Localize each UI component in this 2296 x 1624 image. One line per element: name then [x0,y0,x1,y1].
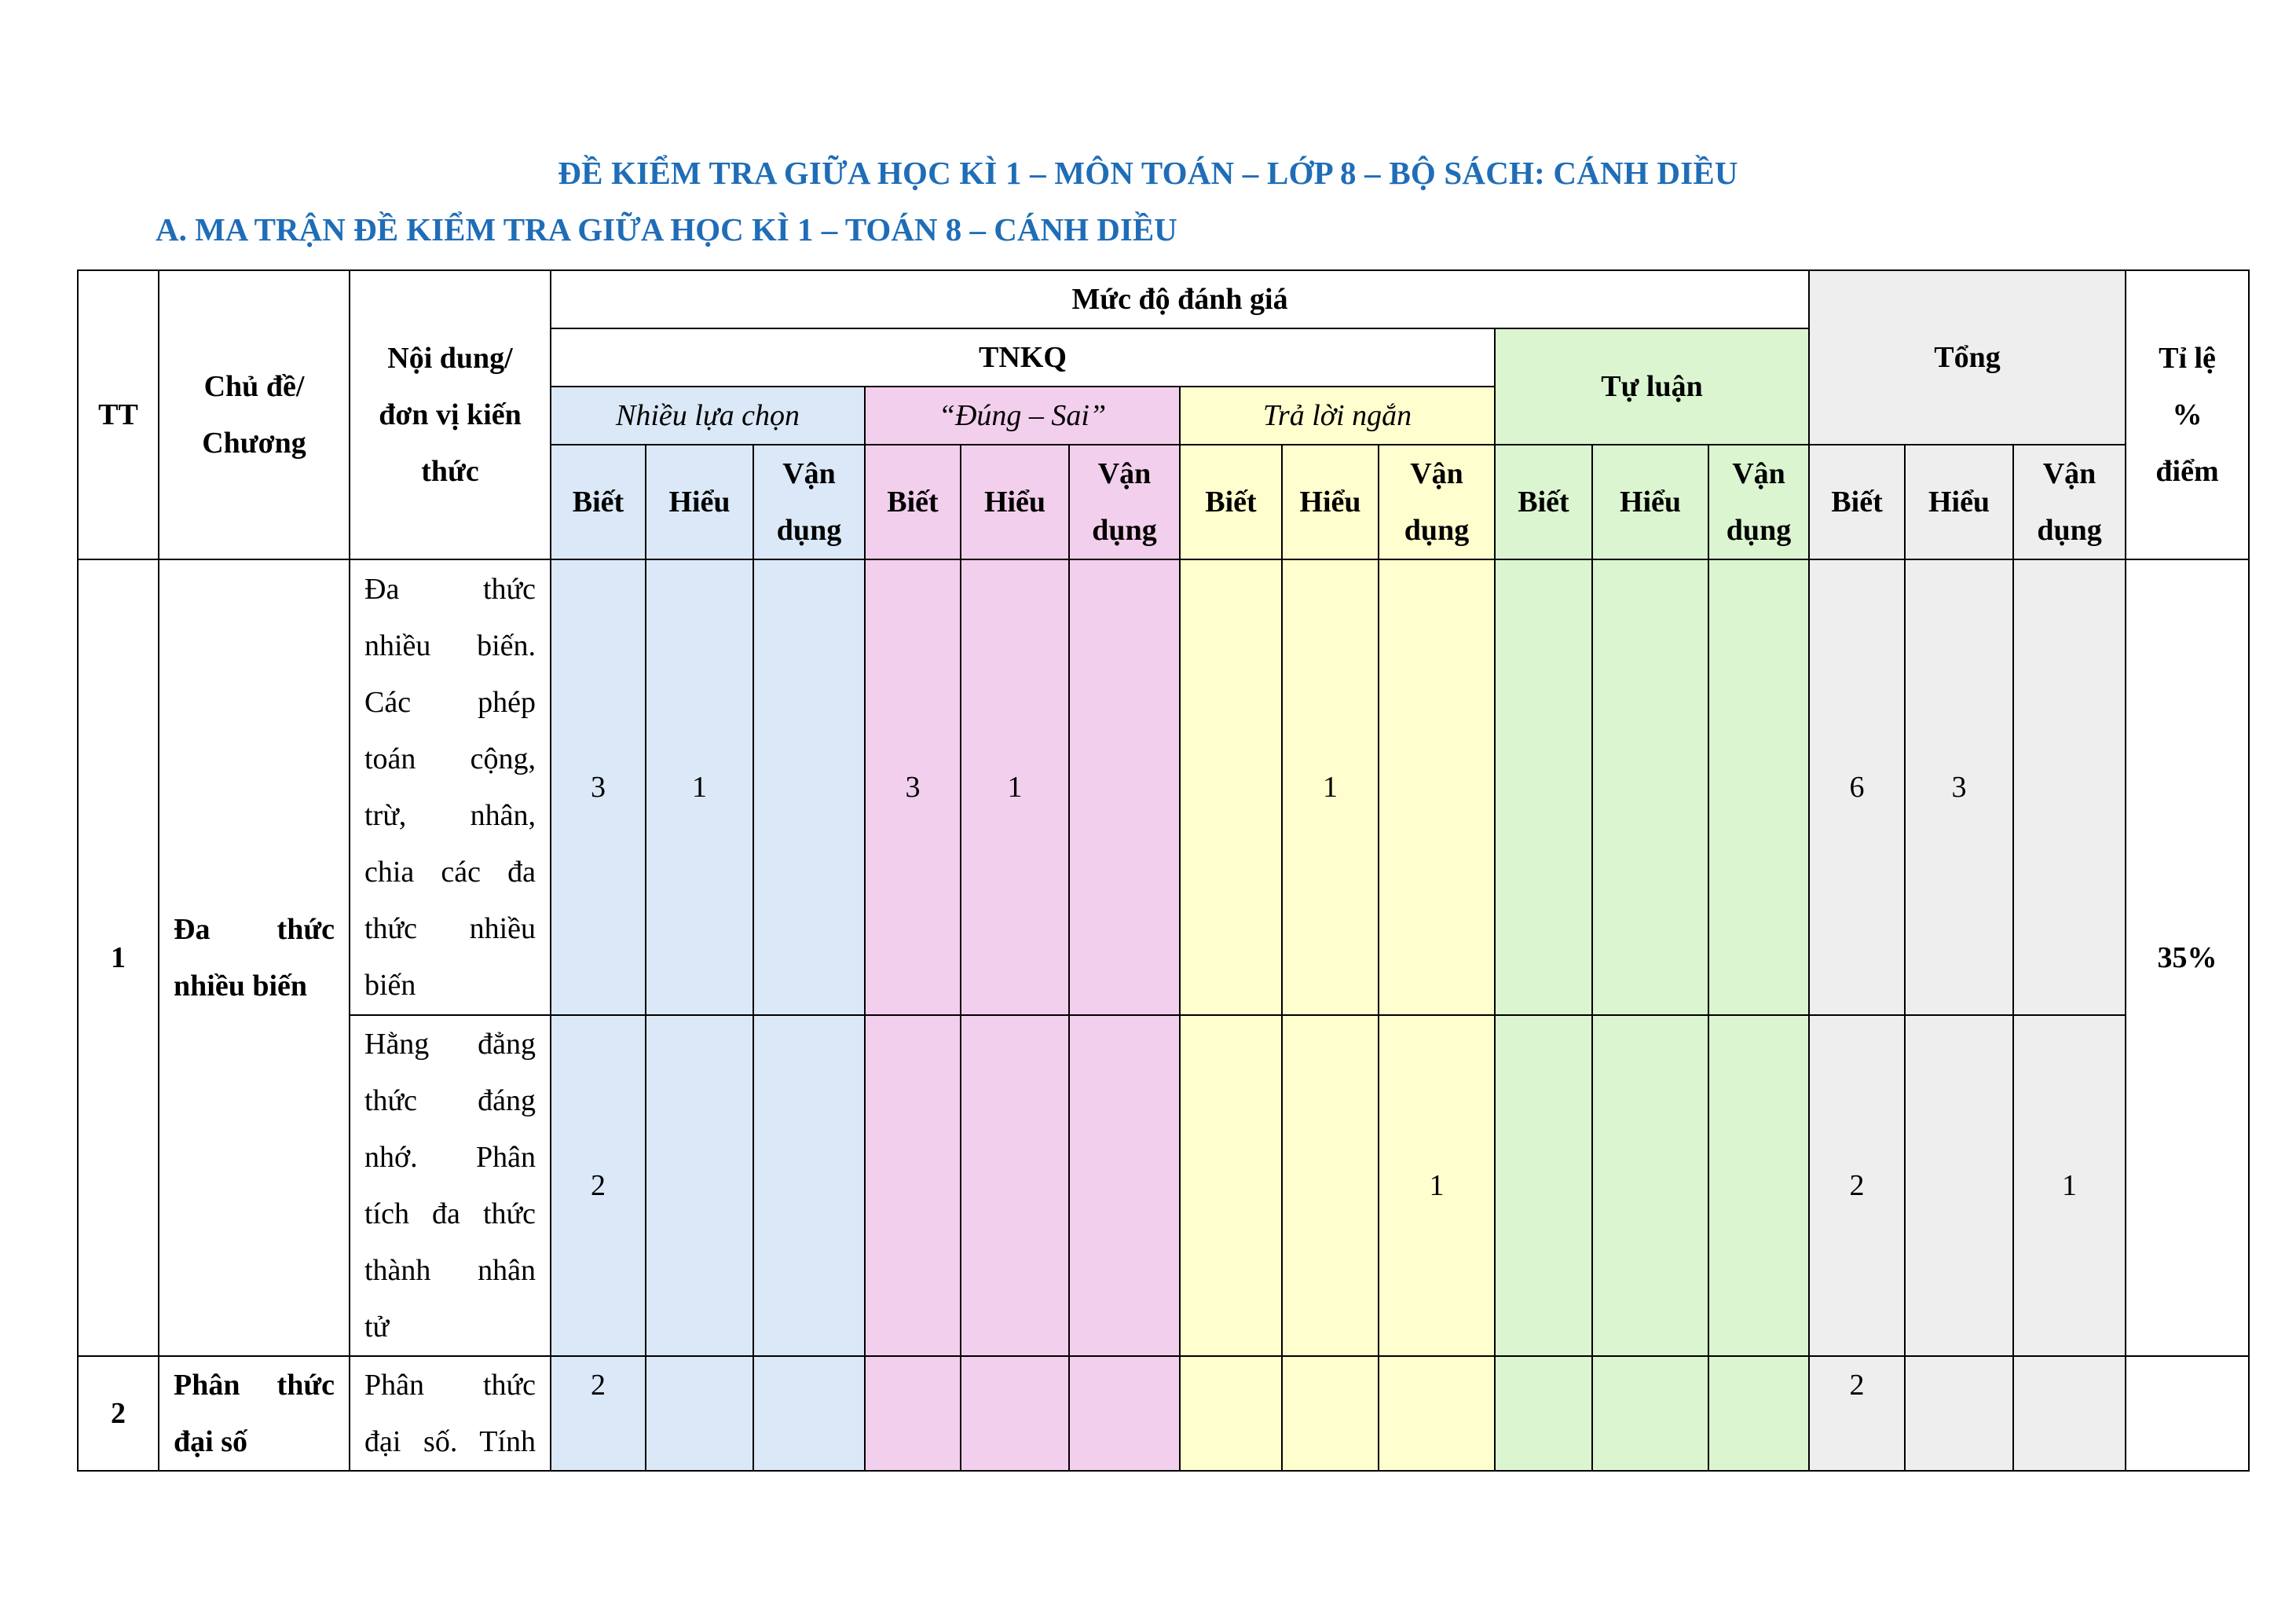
header-tu-luan: Tự luận [1495,328,1809,445]
cell-value [1180,1356,1282,1471]
noi-dung-line: Đa thức [364,573,536,606]
cell-value [961,1356,1069,1471]
cell-value [865,1356,961,1471]
cell-value [1379,559,1495,1015]
row-noi-dung [350,1356,551,1471]
header-hieu: Hiểu [1282,445,1379,559]
cell-value: 2 [551,1015,646,1356]
noi-dung-line: toán cộng, [364,742,536,775]
header-tong: Tổng [1809,270,2126,445]
header-chu-de-line2: Chương [202,427,306,460]
cell-value [1069,559,1180,1015]
cell-value: 6 [1809,559,1905,1015]
header-hieu: Hiểu [1905,445,2013,559]
header-van-dung [753,445,865,559]
header-van: Vận [2042,457,2096,490]
header-chu-de [159,270,350,559]
header-dung: dụng [1404,514,1470,547]
header-biet: Biết [865,445,961,559]
cell-value [646,1015,753,1356]
chu-de-line: đại số [174,1425,247,1458]
cell-value [753,559,865,1015]
cell-value: 2 [551,1356,646,1471]
noi-dung-line: biến [364,969,416,1002]
header-dung: dụng [776,514,842,547]
cell-value [865,1015,961,1356]
noi-dung-line: Phân thức [364,1369,536,1402]
cell-value [1592,1015,1708,1356]
noi-dung-line: Các phép [364,686,536,719]
cell-value [1282,1356,1379,1471]
header-biet: Biết [1495,445,1592,559]
cell-value [1069,1356,1180,1471]
header-van-dung [2013,445,2126,559]
header-van-dung [1379,445,1495,559]
cell-value [1180,559,1282,1015]
header-ti-le-line1: Tỉ lệ [2159,342,2216,375]
noi-dung-line: nhiều biến. [364,629,536,662]
table-row [78,1015,2249,1356]
header-hieu: Hiểu [1592,445,1708,559]
cell-value [1495,1356,1592,1471]
row-ti-le [2126,1356,2249,1471]
header-dung: dụng [1726,514,1792,547]
cell-value [1495,1015,1592,1356]
table-row [78,559,2249,1015]
cell-value: 1 [1379,1015,1495,1356]
section-heading: A. MA TRẬN ĐỀ KIỂM TRA GIỮA HỌC KÌ 1 – TOÁN 8 – CÁNH DIỀU [156,211,1177,247]
header-tt: TT [78,270,159,559]
chu-de-line: Đa thức [174,913,335,946]
noi-dung-line: chia các đa [364,856,536,889]
cell-value: 1 [646,559,753,1015]
assessment-matrix-table [77,269,2250,1472]
header-biet: Biết [1809,445,1905,559]
header-row-1 [78,270,2249,328]
cell-value [961,1015,1069,1356]
header-hieu: Hiểu [961,445,1069,559]
cell-value [2013,559,2126,1015]
cell-value [1708,559,1809,1015]
header-noi-dung [350,270,551,559]
cell-value [1282,1015,1379,1356]
noi-dung-line: trừ, nhân, [364,799,536,832]
header-noi-dung-line1: Nội dung/ [387,342,513,375]
cell-value: 1 [1282,559,1379,1015]
cell-value [1180,1015,1282,1356]
header-dung: dụng [1092,514,1157,547]
row-chu-de [159,1356,350,1471]
header-biet: Biết [1180,445,1282,559]
row-ti-le: 35% [2126,559,2249,1356]
header-van: Vận [1097,457,1152,490]
cell-value [1379,1356,1495,1471]
noi-dung-line: thức đáng [364,1084,536,1117]
cell-value [753,1015,865,1356]
cell-value: 3 [551,559,646,1015]
noi-dung-line: thức nhiều [364,912,536,945]
chu-de-line: Phân thức [174,1369,335,1402]
noi-dung-line: tích đa thức [364,1197,536,1230]
header-tnkq: TNKQ [551,328,1495,387]
row-chu-de [159,559,350,1356]
header-muc-do-danh-gia: Mức độ đánh giá [551,270,1809,328]
cell-value [1069,1015,1180,1356]
header-noi-dung-line3: thức [421,455,479,488]
header-noi-dung-line2: đơn vị kiến [379,398,522,431]
row-tt: 1 [78,559,159,1356]
cell-value: 2 [1809,1356,1905,1471]
header-van: Vận [782,457,836,490]
noi-dung-line: nhớ. Phân [364,1141,536,1174]
header-hieu: Hiểu [646,445,753,559]
noi-dung-line: Hằng đẳng [364,1028,536,1061]
row-noi-dung [350,559,551,1015]
cell-value: 3 [865,559,961,1015]
header-ti-le-line3: điểm [2155,455,2219,488]
cell-value: 3 [1905,559,2013,1015]
header-van-dung [1708,445,1809,559]
cell-value [2013,1356,2126,1471]
header-dung-sai: “Đúng – Sai” [865,387,1180,445]
row-tt: 2 [78,1356,159,1471]
header-tra-loi-ngan: Trả lời ngắn [1180,387,1495,445]
header-chu-de-line1: Chủ đề/ [203,370,305,403]
table-row [78,1356,2249,1471]
chu-de-line: nhiều biến [174,970,308,1003]
row-noi-dung [350,1015,551,1356]
document-title: ĐỀ KIỂM TRA GIỮA HỌC KÌ 1 – MÔN TOÁN – LỚP 8 – BỘ SÁCH: CÁNH DIỀU [558,155,1738,191]
noi-dung-line: thành nhân [364,1254,536,1287]
cell-value: 2 [1809,1015,1905,1356]
header-nhieu-lua-chon: Nhiều lựa chọn [551,387,865,445]
header-van-dung [1069,445,1180,559]
cell-value [1592,559,1708,1015]
header-biet: Biết [551,445,646,559]
cell-value [753,1356,865,1471]
cell-value [1905,1356,2013,1471]
noi-dung-line: tử [364,1311,390,1344]
cell-value [1495,559,1592,1015]
noi-dung-line: đại số. Tính [364,1425,536,1458]
cell-value [1592,1356,1708,1471]
cell-value [1905,1015,2013,1356]
header-van: Vận [1410,457,1463,490]
cell-value [1708,1015,1809,1356]
cell-value [1708,1356,1809,1471]
cell-value [646,1356,753,1471]
cell-value: 1 [961,559,1069,1015]
cell-value: 1 [2013,1015,2126,1356]
header-van: Vận [1732,457,1785,490]
header-ti-le [2126,270,2249,559]
header-dung: dụng [2037,514,2102,547]
header-ti-le-line2: % [2172,398,2203,431]
